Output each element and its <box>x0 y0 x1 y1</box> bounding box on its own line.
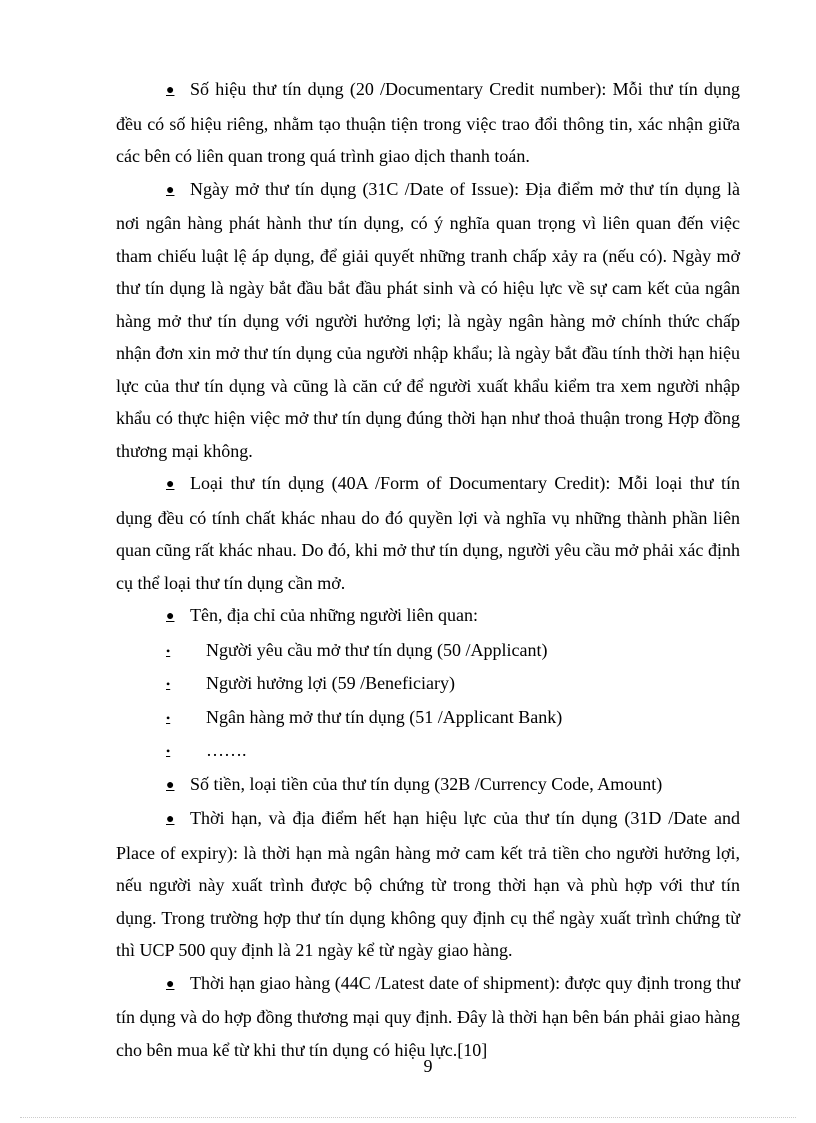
paragraph-amount <box>116 768 740 803</box>
parties-heading <box>116 599 740 634</box>
list-item <box>116 667 740 701</box>
paragraph-date-of-issue <box>116 173 740 468</box>
list-item <box>116 734 740 768</box>
sub-bullet-icon: • <box>166 710 171 725</box>
list-item-text: Người yêu cầu mở thư tín dụng (50 /Applicant) <box>206 639 548 660</box>
paragraph-credit-number <box>116 73 740 173</box>
list-item <box>116 701 740 735</box>
bullet-icon: ● <box>166 812 175 827</box>
bullet-icon: ● <box>166 182 175 198</box>
paragraph-text: Ngày mở thư tín dụng (31C /Date of Issue): Địa điểm mở thư tín dụng là nơi ngân hàng phát hành thư tín dụng, có ý nghĩa quan trọng vì liên quan đến việc tham chiếu luật lệ áp dụng, để giải quyết những tranh chấp xảy ra (nếu có). Ngày mở thư tín dụng là ngày bắt đầu bắt đầu phát sinh và có hiệu lực về sự cam kết của ngân hàng mở thư tín dụng với người hưởng lợi; là ngày ngân hàng mở chính thức chấp nhận đơn xin mở thư tín dụng của người nhập khẩu; là ngày bắt đầu tính thời hạn hiệu lực của thư tín dụng và cũng là căn cứ để người xuất khẩu kiểm tra xem người nhập khẩu có thực hiện việc mở thư tín dụng đúng thời hạn như thoả thuận trong Hợp đồng thương mại không. <box>116 178 740 461</box>
parties-heading-text: Tên, địa chỉ của những người liên quan: <box>190 605 478 625</box>
parties-list <box>116 634 740 768</box>
page-number: 9 <box>423 1056 433 1076</box>
paragraph-text: Số tiền, loại tiền của thư tín dụng (32B /Currency Code, Amount) <box>190 773 663 794</box>
list-item <box>116 634 740 668</box>
page-body <box>116 73 740 1066</box>
paragraph-form-of-credit <box>116 467 740 599</box>
paragraph-text: Số hiệu thư tín dụng (20 /Documentary Credit number): Mỗi thư tín dụng đều có số hiệu riêng, nhằm tạo thuận tiện trong việc trao đổi thông tin, xác nhận giữa các bên có liên quan trong quá trình giao dịch thanh toán. <box>116 79 740 166</box>
sub-bullet-icon: • <box>166 677 171 691</box>
paragraph-text: Loại thư tín dụng (40A /Form of Documentary Credit): Mỗi loại thư tín dụng đều có tính chất khác nhau do đó quyền lợi và nghĩa vụ những thành phần liên quan cũng rất khác nhau. Do đó, khi mở thư tín dụng, người yêu cầu mở phải xác định cụ thể loại thư tín dụng cần mở. <box>116 473 740 593</box>
list-item-text: Ngân hàng mở thư tín dụng (51 /Applicant Bank) <box>206 706 563 727</box>
bullet-icon: ● <box>166 976 175 992</box>
bullet-icon: ● <box>166 777 175 793</box>
bullet-icon: ● <box>166 609 175 624</box>
paragraph-text: Thời hạn, và địa điểm hết hạn hiệu lực của thư tín dụng (31D /Date and Place of expiry): là thời hạn mà ngân hàng mở cam kết trả tiền cho người hưởng lợi, nếu người này xuất trình được bộ chứng từ trong thời hạn và phù hợp với thư tín dụng. Trong trường hợp thư tín dụng không quy định cụ thể ngày xuất trình chứng từ thì UCP 500 quy định là 21 ngày kể từ ngày giao hàng. <box>116 808 740 960</box>
bullet-icon: ● <box>166 477 175 492</box>
sub-bullet-icon: • <box>166 744 171 758</box>
page-edge-divider <box>20 1117 796 1118</box>
list-item-text: Người hưởng lợi (59 /Beneficiary) <box>206 673 456 693</box>
paragraph-text: Thời hạn giao hàng (44C /Latest date of shipment): được quy định trong thư tín dụng và do hợp đồng thương mại quy định. Đây là thời hạn bên bán phải giao hàng cho bên mua kể từ khi thư tín dụng có hiệu lực.[10] <box>116 972 740 1060</box>
paragraph-expiry <box>116 802 740 967</box>
sub-bullet-icon: • <box>166 643 171 658</box>
list-item-text: ……. <box>206 740 247 760</box>
bullet-icon: ● <box>166 83 175 98</box>
paragraph-shipment <box>116 967 740 1067</box>
